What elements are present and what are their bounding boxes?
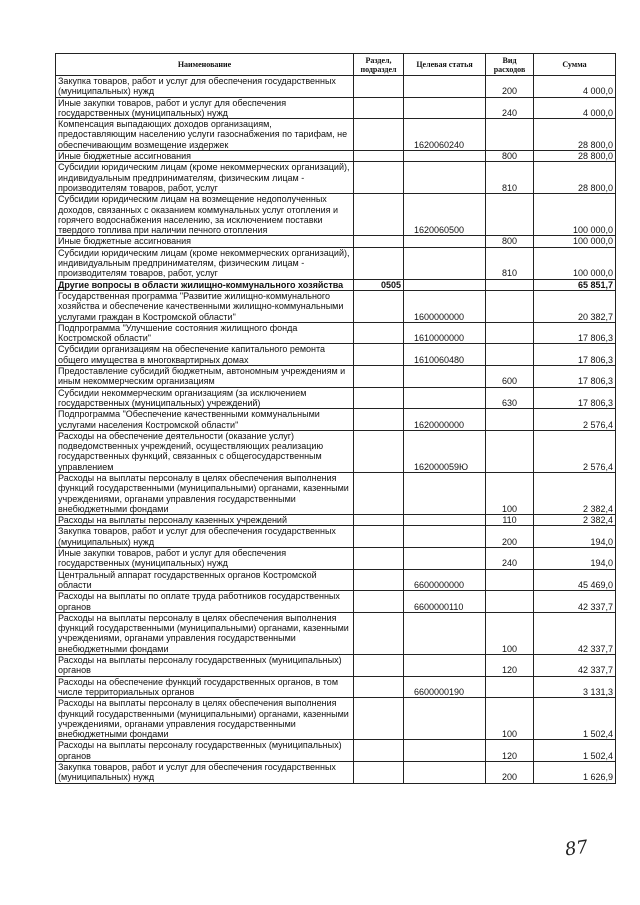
table-row <box>56 762 616 784</box>
cell-article: 1610000000 <box>404 322 486 344</box>
cell-article: 6600000110 <box>404 591 486 613</box>
cell-section <box>354 698 404 740</box>
table-row <box>56 676 616 698</box>
cell-kind <box>486 676 534 698</box>
cell-section <box>354 409 404 431</box>
cell-name: Расходы на выплаты по оплате труда работников государственных органов <box>56 591 354 613</box>
cell-article <box>404 612 486 654</box>
table-row <box>56 569 616 591</box>
cell-name: Закупка товаров, работ и услуг для обеспечения государственных (муниципальных) нужд <box>56 526 354 548</box>
header-kind: Вид расходов <box>486 54 534 76</box>
cell-section <box>354 740 404 762</box>
cell-name: Закупка товаров, работ и услуг для обеспечения государственных (муниципальных) нужд <box>56 762 354 784</box>
cell-name: Компенсация выпадающих доходов организациям, предоставляющим населению услуги газоснабжения по тарифам, не обеспечивающим возмещение издержек <box>56 119 354 151</box>
header-name: Наименование <box>56 54 354 76</box>
cell-name: Расходы на обеспечение деятельности (оказание услуг) подведомственных учреждений, осуществляющих реализацию государственных функций, связанных с общегосударственным управлением <box>56 430 354 472</box>
cell-article <box>404 236 486 247</box>
cell-sum: 3 131,3 <box>534 676 616 698</box>
cell-section <box>354 290 404 322</box>
table-row <box>56 430 616 472</box>
cell-section <box>354 526 404 548</box>
cell-article <box>404 162 486 194</box>
cell-sum: 4 000,0 <box>534 76 616 98</box>
cell-name: Иные закупки товаров, работ и услуг для обеспечения государственных (муниципальных) нужд <box>56 97 354 119</box>
cell-article <box>404 698 486 740</box>
table-row <box>56 236 616 247</box>
cell-sum: 2 576,4 <box>534 430 616 472</box>
cell-kind <box>486 591 534 613</box>
cell-sum: 1 502,4 <box>534 698 616 740</box>
cell-name: Расходы на выплаты персоналу в целях обеспечения выполнения функций государственными (муниципальными) органами, казенными учреждениями, органами управления государственными внебюджетными фондами <box>56 612 354 654</box>
cell-article: 1620060240 <box>404 119 486 151</box>
cell-kind: 100 <box>486 612 534 654</box>
cell-article <box>404 515 486 526</box>
cell-sum: 17 806,3 <box>534 344 616 366</box>
cell-kind: 100 <box>486 698 534 740</box>
cell-kind: 200 <box>486 76 534 98</box>
cell-sum: 20 382,7 <box>534 290 616 322</box>
page-number: 87 <box>563 836 590 861</box>
cell-sum: 2 382,4 <box>534 472 616 514</box>
cell-section <box>354 322 404 344</box>
cell-article: 1620000000 <box>404 409 486 431</box>
table-row <box>56 655 616 677</box>
cell-article <box>404 740 486 762</box>
cell-article <box>404 247 486 279</box>
table-row <box>56 740 616 762</box>
budget-table <box>55 53 616 784</box>
cell-sum: 194,0 <box>534 526 616 548</box>
cell-kind: 240 <box>486 97 534 119</box>
cell-article: 1620060500 <box>404 194 486 236</box>
cell-sum: 100 000,0 <box>534 236 616 247</box>
cell-kind: 630 <box>486 387 534 409</box>
cell-kind: 600 <box>486 366 534 388</box>
cell-sum: 2 576,4 <box>534 409 616 431</box>
cell-name: Субсидии юридическим лицам (кроме некоммерческих организаций), индивидуальным предпринимателям, физическим лицам - производителям товаров, работ, услуг <box>56 247 354 279</box>
cell-kind: 110 <box>486 515 534 526</box>
table-row <box>56 344 616 366</box>
cell-sum: 28 800,0 <box>534 119 616 151</box>
cell-name: Иные бюджетные ассигнования <box>56 151 354 162</box>
cell-sum: 17 806,3 <box>534 366 616 388</box>
cell-kind <box>486 290 534 322</box>
cell-kind: 200 <box>486 526 534 548</box>
cell-name: Предоставление субсидий бюджетным, автономным учреждениям и иным некоммерческим организациям <box>56 366 354 388</box>
table-row <box>56 162 616 194</box>
cell-sum: 1 626,9 <box>534 762 616 784</box>
cell-sum: 28 800,0 <box>534 162 616 194</box>
cell-name: Субсидии юридическим лицам (кроме некоммерческих организаций), индивидуальным предпринимателям, физическим лицам - производителям товаров, работ, услуг <box>56 162 354 194</box>
cell-section <box>354 97 404 119</box>
cell-name: Субсидии некоммерческим организациям (за исключением государственных (муниципальных) учреждений) <box>56 387 354 409</box>
table-row <box>56 472 616 514</box>
cell-name: Закупка товаров, работ и услуг для обеспечения государственных (муниципальных) нужд <box>56 76 354 98</box>
cell-name: Расходы на выплаты персоналу в целях обеспечения выполнения функций государственными (муниципальными) органами, казенными учреждениями, органами управления государственными внебюджетными фондами <box>56 472 354 514</box>
cell-article: 162000059Ю <box>404 430 486 472</box>
cell-kind: 100 <box>486 472 534 514</box>
cell-section <box>354 515 404 526</box>
cell-section <box>354 366 404 388</box>
cell-name: Расходы на выплаты персоналу казенных учреждений <box>56 515 354 526</box>
cell-article <box>404 97 486 119</box>
cell-section <box>354 247 404 279</box>
cell-section <box>354 591 404 613</box>
cell-sum: 17 806,3 <box>534 322 616 344</box>
cell-article <box>404 472 486 514</box>
cell-article <box>404 387 486 409</box>
table-header-row <box>56 54 616 76</box>
cell-kind: 120 <box>486 740 534 762</box>
cell-name: Субсидии юридическим лицам на возмещение недополученных доходов, связанных с оказанием коммунальных услуг отопления и горячего водоснабжения населению, за исключением поставки твердого топлива при наличии печного отопления <box>56 194 354 236</box>
table-row <box>56 247 616 279</box>
table-row <box>56 76 616 98</box>
cell-section <box>354 194 404 236</box>
cell-article <box>404 366 486 388</box>
cell-sum: 2 382,4 <box>534 515 616 526</box>
table-row <box>56 526 616 548</box>
cell-sum: 42 337,7 <box>534 612 616 654</box>
table-row <box>56 97 616 119</box>
cell-section: 0505 <box>354 279 404 290</box>
cell-section <box>354 472 404 514</box>
cell-article <box>404 151 486 162</box>
cell-section <box>354 548 404 570</box>
table-row <box>56 366 616 388</box>
cell-kind <box>486 569 534 591</box>
cell-section <box>354 344 404 366</box>
cell-kind: 120 <box>486 655 534 677</box>
cell-article <box>404 548 486 570</box>
table-row <box>56 548 616 570</box>
cell-name: Государственная программа "Развитие жилищно-коммунального хозяйства и обеспечение качественными жилищно-коммунальными услугами граждан в Костромской области" <box>56 290 354 322</box>
cell-section <box>354 387 404 409</box>
cell-kind: 810 <box>486 162 534 194</box>
cell-name: Расходы на выплаты персоналу государственных (муниципальных) органов <box>56 740 354 762</box>
cell-section <box>354 162 404 194</box>
cell-article: 6600000000 <box>404 569 486 591</box>
cell-kind: 240 <box>486 548 534 570</box>
cell-name: Подпрограмма "Улучшение состояния жилищного фонда Костромской области" <box>56 322 354 344</box>
cell-sum: 4 000,0 <box>534 97 616 119</box>
cell-article: 1610060480 <box>404 344 486 366</box>
table-row <box>56 409 616 431</box>
cell-name: Центральный аппарат государственных органов Костромской области <box>56 569 354 591</box>
cell-name: Расходы на выплаты персоналу государственных (муниципальных) органов <box>56 655 354 677</box>
cell-article <box>404 76 486 98</box>
cell-sum: 65 851,7 <box>534 279 616 290</box>
table-row <box>56 591 616 613</box>
budget-table-sheet <box>55 53 615 784</box>
table-row <box>56 612 616 654</box>
cell-section <box>354 569 404 591</box>
cell-section <box>354 430 404 472</box>
cell-kind <box>486 409 534 431</box>
cell-name: Расходы на выплаты персоналу в целях обеспечения выполнения функций государственными (муниципальными) органами, казенными учреждениями, органами управления государственными внебюджетными фондами <box>56 698 354 740</box>
cell-section <box>354 612 404 654</box>
cell-sum: 17 806,3 <box>534 387 616 409</box>
cell-kind <box>486 322 534 344</box>
cell-article <box>404 762 486 784</box>
cell-kind <box>486 344 534 366</box>
cell-name: Подпрограмма "Обеспечение качественными коммунальными услугами населения Костромской области" <box>56 409 354 431</box>
cell-section <box>354 76 404 98</box>
table-row <box>56 194 616 236</box>
table-body <box>56 76 616 784</box>
cell-article <box>404 655 486 677</box>
cell-article: 1600000000 <box>404 290 486 322</box>
table-row <box>56 515 616 526</box>
cell-section <box>354 655 404 677</box>
cell-sum: 42 337,7 <box>534 655 616 677</box>
cell-sum: 100 000,0 <box>534 247 616 279</box>
cell-name: Иные закупки товаров, работ и услуг для обеспечения государственных (муниципальных) нужд <box>56 548 354 570</box>
cell-section <box>354 151 404 162</box>
cell-sum: 194,0 <box>534 548 616 570</box>
cell-kind: 800 <box>486 236 534 247</box>
cell-section <box>354 119 404 151</box>
cell-name: Иные бюджетные ассигнования <box>56 236 354 247</box>
cell-section <box>354 236 404 247</box>
table-row <box>56 698 616 740</box>
cell-name: Субсидии организациям на обеспечение капитального ремонта общего имущества в многоквартирных домах <box>56 344 354 366</box>
header-sum: Сумма <box>534 54 616 76</box>
table-row <box>56 119 616 151</box>
cell-article: 6600000190 <box>404 676 486 698</box>
cell-section <box>354 762 404 784</box>
cell-kind <box>486 194 534 236</box>
cell-name: Расходы на обеспечение функций государственных органов, в том числе территориальных органов <box>56 676 354 698</box>
table-row <box>56 387 616 409</box>
cell-kind: 200 <box>486 762 534 784</box>
cell-sum: 28 800,0 <box>534 151 616 162</box>
cell-kind: 810 <box>486 247 534 279</box>
table-row <box>56 322 616 344</box>
table-row <box>56 151 616 162</box>
cell-sum: 100 000,0 <box>534 194 616 236</box>
header-article: Целевая статья <box>404 54 486 76</box>
cell-sum: 45 469,0 <box>534 569 616 591</box>
table-row <box>56 279 616 290</box>
cell-article <box>404 279 486 290</box>
cell-kind <box>486 279 534 290</box>
cell-sum: 42 337,7 <box>534 591 616 613</box>
cell-sum: 1 502,4 <box>534 740 616 762</box>
table-row <box>56 290 616 322</box>
cell-name: Другие вопросы в области жилищно-коммунального хозяйства <box>56 279 354 290</box>
cell-kind <box>486 430 534 472</box>
cell-kind <box>486 119 534 151</box>
cell-section <box>354 676 404 698</box>
cell-article <box>404 526 486 548</box>
cell-kind: 800 <box>486 151 534 162</box>
header-section: Раздел, подраздел <box>354 54 404 76</box>
